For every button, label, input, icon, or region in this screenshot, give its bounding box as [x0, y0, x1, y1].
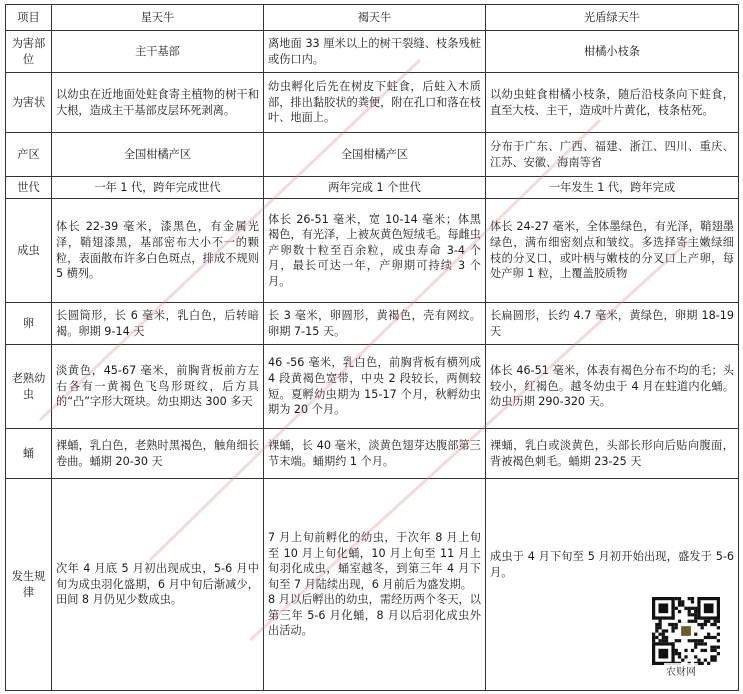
- table-cell: 长圆筒形，长 6 毫米，乳白色，后转暗褐。卵期 9-14 天: [52, 303, 264, 345]
- header-row: [6, 5, 739, 31]
- row-adult: [6, 199, 739, 303]
- table-cell: 7 月上旬前孵化的幼虫，于次年 8 月上旬至 10 月上旬化蛹，10 月上旬至 11 月上旬羽化成虫，蛹室越冬，到第三年 4 月下旬至 7 月陆续出现，6 月前后为盛发期。 8 月以后孵出的幼虫，需经历两个冬天，以第三年 5-6 月化蛹，8 月以后羽化成虫外出活动。: [264, 479, 486, 691]
- table-cell: 裸蛹，长 40 毫米，淡黄色翅芽达腹部第三节末端。蛹期约 1 个月。: [264, 429, 486, 479]
- table-cell: 体长 22-39 毫米，漆黑色，有金属光泽，鞘翅漆黑，基部密布大小不一的颗粒，表面散布许多白色斑点，排成不规则 5 横列。: [52, 199, 264, 303]
- header-he-tianniu: 褐天牛: [264, 5, 486, 31]
- row-label: 产区: [6, 133, 52, 177]
- table-cell: 以幼虫蛀食柑橘小枝条，随后沿枝条向下蛀食，直至大枝、主干，造成叶片黄化，枝条枯死。: [486, 73, 739, 133]
- table-cell: 体长 46-51 毫米，体表有褐色分布不均的毛；头较小，红褐色。越冬幼虫于 4 月在蛀道内化蛹。幼虫历期 290-320 天。: [486, 345, 739, 429]
- row-mature-larva: [6, 345, 739, 429]
- table-cell: 体长 24-27 毫米，全体墨绿色，有光泽，鞘翅墨绿色，满布细密刻点和皱纹。多选择寄主嫩绿细枝的分叉口，或叶柄与嫩枝的分叉口上产卵，每处产卵 1 粒，上覆盖胶质物: [486, 199, 739, 303]
- table-cell: 柑橘小枝条: [486, 31, 739, 73]
- table-cell: 离地面 33 厘米以上的树干裂缝、枝条残桩或伤口内。: [264, 31, 486, 73]
- table-cell: 次年 4 月底 5 月初出现成虫，5-6 月中旬为成虫羽化盛期，6 月中旬后渐减少，田间 8 月仍见少数成虫。: [52, 479, 264, 691]
- row-occurrence: [6, 479, 739, 691]
- row-label: 成虫: [6, 199, 52, 303]
- table-cell: 全国柑橘产区: [52, 133, 264, 177]
- table-cell: 两年完成 1 个世代: [264, 177, 486, 199]
- table-cell: 一年发生 1 代，跨年完成: [486, 177, 739, 199]
- header-xing-tianniu: 星天牛: [52, 5, 264, 31]
- table-cell: 体长 26-51 毫米，宽 10-14 毫米；体黑褐色，有光泽，上被灰黄色短绒毛。每雌虫产卵数十粒至百余粒，成虫寿命 3-4 个月，最长可达一年，产卵期可持续 3 个月。: [264, 199, 486, 303]
- row-egg: [6, 303, 739, 345]
- row-label: 为害状: [6, 73, 52, 133]
- row-pupa: [6, 429, 739, 479]
- row-label: 老熟幼虫: [6, 345, 52, 429]
- row-label: 蛹: [6, 429, 52, 479]
- table-cell: 全国柑橘产区: [264, 133, 486, 177]
- table-cell: 以幼虫在近地面处蛀食寄主植物的树干和大根，造成主干基部皮层环死剥离。: [52, 73, 264, 133]
- qr-code: [652, 597, 720, 665]
- header-guangdun-lv-tianniu: 光盾绿天牛: [486, 5, 739, 31]
- table-cell: 46 -56 毫米，乳白色，前胸背板有横列成 4 段黄褐色宽带，中央 2 段较长，两侧较短。夏孵幼虫期为 15-17 个月，秋孵幼虫期为 20 个月。: [264, 345, 486, 429]
- row-label: 卵: [6, 303, 52, 345]
- row-damage-symptom: [6, 73, 739, 133]
- qr-brand-label: 农财网: [664, 663, 698, 678]
- row-region: [6, 133, 739, 177]
- table-cell: 裸蛹，乳白或淡黄色，头部长形向后贴向腹面，背被褐色刺毛。蛹期 23-25 天: [486, 429, 739, 479]
- row-damage-site: [6, 31, 739, 73]
- table-cell: 分布于广东、广西、福建、浙江、四川、重庆、江苏、安徽、海南等省: [486, 133, 739, 177]
- pest-comparison-table: [5, 4, 739, 691]
- table-cell: 成虫于 4 月下旬至 5 月初开始出现，盛发于 5-6 月。: [486, 479, 739, 691]
- table-cell: 一年 1 代，跨年完成世代: [52, 177, 264, 199]
- table-cell: 长扁圆形，长约 4.7 毫米，黄绿色，卵期 18-19 天: [486, 303, 739, 345]
- pest-table-sheet: [5, 4, 738, 690]
- row-label: 世代: [6, 177, 52, 199]
- row-generation: [6, 177, 739, 199]
- qr-code-icon: [652, 597, 720, 665]
- table-cell: 裸蛹，乳白色，老熟时黑褐色，触角细长卷曲。蛹期 20-30 天: [52, 429, 264, 479]
- header-item: 项目: [6, 5, 52, 31]
- table-cell: 淡黄色，45-67 毫米，前胸背板前方左右各有一黄褐色飞鸟形斑纹，后方具的“凸”字形大斑块。幼虫期达 300 多天: [52, 345, 264, 429]
- row-label: 为害部位: [6, 31, 52, 73]
- row-label: 发生规律: [6, 479, 52, 691]
- table-cell: 幼虫孵化后先在树皮下蛀食，后蛀入木质部，排出黏胶状的粪便，附在孔口和落在枝叶、地面上。: [264, 73, 486, 133]
- table-cell: 长 3 毫米，卵圆形，黄褐色，壳有网纹。卵期 7-15 天。: [264, 303, 486, 345]
- table-cell: 主干基部: [52, 31, 264, 73]
